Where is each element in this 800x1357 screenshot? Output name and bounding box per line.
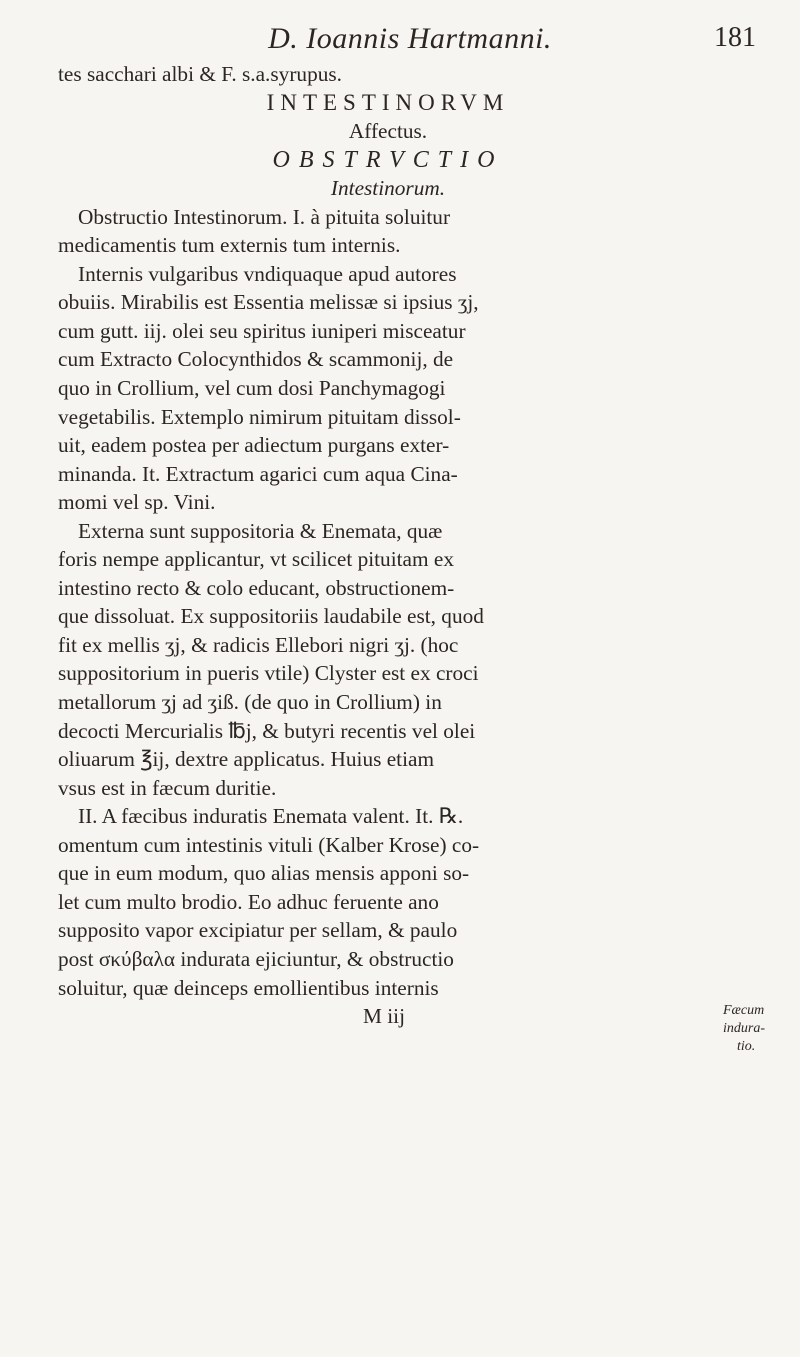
text-line: soluitur, quæ deinceps emollientibus internis [58, 975, 439, 1000]
chapter-heading: OBSTRVCTIO [272, 146, 504, 173]
text-line: Internis vulgaribus vndiquaque apud autores [78, 261, 457, 286]
text-line: oliuarum ℥ij, dextre applicatus. Huius etiam [58, 747, 435, 772]
margin-note-line: indura- [723, 1021, 765, 1036]
page-header [60, 18, 760, 62]
margin-note-line: tio. [737, 1039, 756, 1054]
text-line: obuiis. Mirabilis est Essentia melissæ si ipsius ʒj, [58, 290, 479, 315]
text-line: supposito vapor excipiatur per sellam, & paulo [58, 918, 458, 943]
chapter-subheading: Intestinorum. [330, 176, 446, 201]
text-line: vegetabilis. Extemplo nimirum pituitam dissol- [58, 404, 461, 429]
text-line: intestino recto & colo educant, obstructionem- [58, 575, 455, 600]
margin-note [723, 1002, 795, 1056]
text-line: momi vel sp. Vini. [58, 490, 216, 515]
text-line: que in eum modum, quo alias mensis apponi so- [58, 861, 470, 886]
text-line: II. A fæcibus induratis Enemata valent. It. ℞. [78, 804, 464, 829]
text-line: uit, eadem postea per adiectum purgans exter- [58, 433, 450, 458]
text-line: fit ex mellis ʒj, & radicis Ellebori nigri ʒj. (hoc [58, 632, 459, 657]
running-head: D. Ioannis Hartmanni. [268, 22, 552, 55]
text-line: foris nempe applicantur, vt scilicet pituitam ex [58, 547, 454, 572]
section-title: INTESTINORVM [266, 89, 510, 115]
page-number: 181 [714, 22, 756, 53]
text-line: suppositorium in pueris vtile) Clyster est ex croci [58, 661, 479, 686]
text-line: decocti Mercurialis ℔j, & butyri recentis vel olei [58, 718, 476, 743]
text-line: que dissoluat. Ex suppositoriis laudabile est, quod [58, 604, 484, 629]
body-text [58, 60, 718, 1031]
margin-note-line: Fæcum [723, 1003, 765, 1018]
text-line: minanda. It. Extractum agarici cum aqua Cina- [58, 461, 458, 486]
text-line: Obstructio Intestinorum. I. à pituita soluitur [78, 204, 451, 229]
text-line: metallorum ʒj ad ʒiß. (de quo in Crollium) in [58, 690, 442, 715]
text-line: post σκύβαλα indurata ejiciuntur, & obstructio [58, 946, 454, 971]
section-subtitle: Affectus. [348, 119, 428, 144]
text-line: cum gutt. iij. olei seu spiritus iuniperi misceatur [58, 318, 466, 343]
text-line: quo in Crollium, vel cum dosi Panchymagogi [58, 376, 446, 401]
text-line: tes sacchari albi & F. s.a.syrupus. [58, 62, 342, 86]
text-line: let cum multo brodio. Eo adhuc feruente ano [58, 889, 439, 914]
text-line: cum Extracto Colocynthidos & scammonij, de [58, 347, 454, 372]
text-line: medicamentis tum externis tum internis. [58, 233, 401, 258]
text-line: Externa sunt suppositoria & Enemata, quæ [78, 518, 443, 543]
text-line: omentum cum intestinis vituli (Kalber Krose) co- [58, 832, 480, 857]
signature-mark: M iij [363, 1004, 406, 1029]
text-line: vsus est in fæcum duritie. [58, 775, 277, 800]
